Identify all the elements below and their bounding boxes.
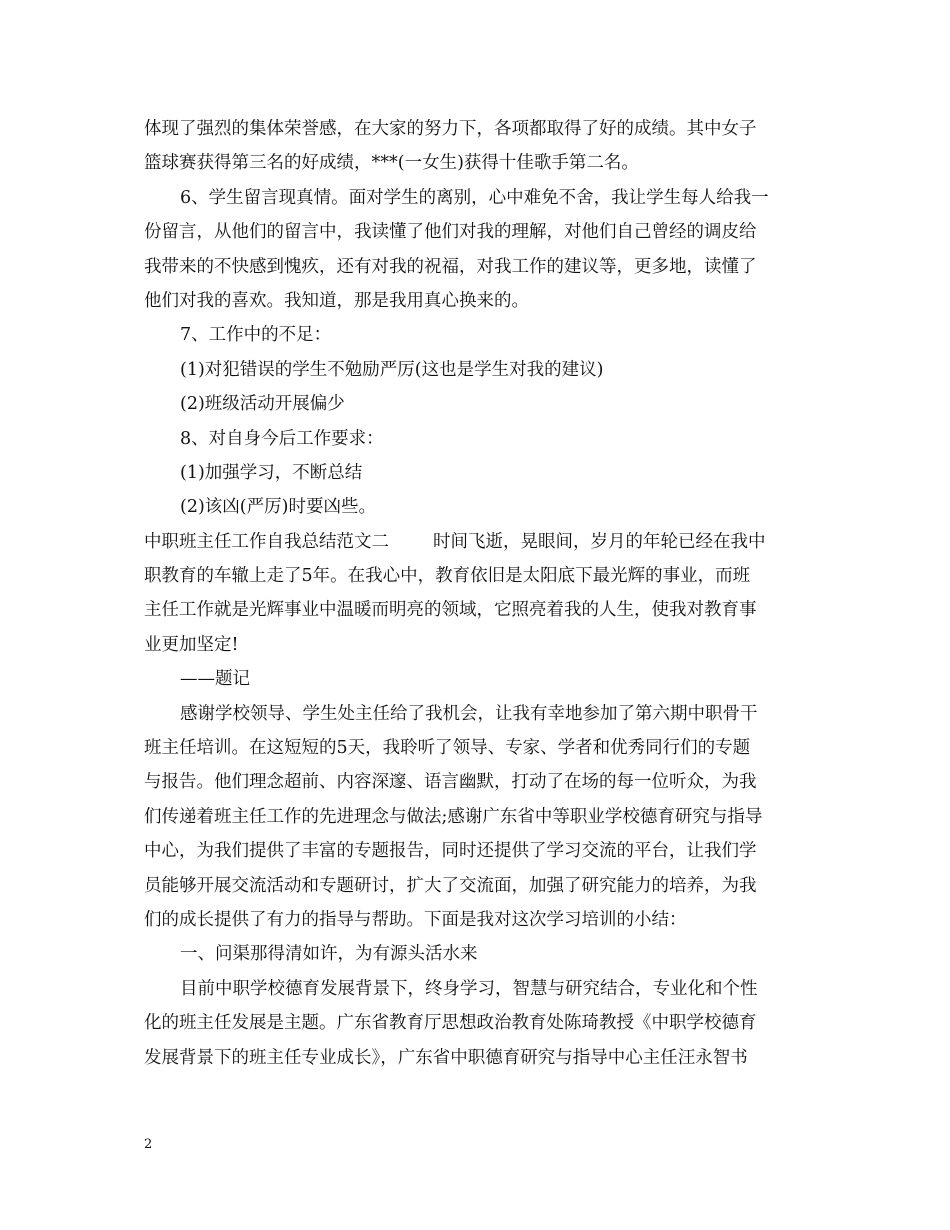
paragraph-line: 体现了强烈的集体荣誉感，在大家的努力下，各项都取得了好的成绩。其中女子: [144, 119, 757, 139]
page-number: 2: [144, 1137, 153, 1152]
paragraph-line: 业更加坚定!: [144, 634, 239, 655]
paragraph-line: 发展背景下的班主任专业成长》，广东省中职德育研究与指导中心主任汪永智书: [144, 1047, 748, 1068]
paragraph-line: 班主任培训。在这短短的5天，我聆听了领导、专家、学者和优秀同行们的专题: [144, 738, 751, 759]
subsection-heading: 一、问渠那得清如许，为有源头活水来: [180, 944, 478, 965]
paragraph-line: 与报告。他们理念超前、内容深邃、语言幽默，打动了在场的每一位听众，为我: [144, 772, 757, 793]
paragraph-line: 主任工作就是光辉事业中温暖而明亮的领域，它照亮着我的人生，使我对教育事: [144, 600, 757, 621]
list-heading: 7、工作中的不足：: [180, 325, 332, 346]
paragraph-line: 员能够开展交流活动和专题研讨，扩大了交流面，加强了研究能力的培养，为我: [144, 875, 757, 896]
paragraph-line: 化的班主任发展是主题。广东省教育厅思想政治教育处陈琦教授《中职学校德育: [144, 1013, 757, 1034]
paragraph-line: 们传递着班主任工作的先进理念与做法;感谢广东省中等职业学校德育研究与指导: [144, 806, 763, 827]
document-body: [144, 112, 812, 1075]
paragraph-line: 他们对我的喜欢。我知道，那是我用真心换来的。: [144, 290, 529, 311]
paragraph-line: 中心，为我们提供了丰富的专题报告，同时还提供了学习交流的平台，让我们学: [144, 841, 757, 862]
paragraph-line: 目前中职学校德育发展背景下，终身学习，智慧与研究结合，专业化和个性: [180, 978, 758, 999]
list-item: (1)加强学习，不断总结: [180, 462, 363, 483]
paragraph-line: 份留言，从他们的留言中，我读懂了他们对我的理解，对他们自己曾经的调皮给: [144, 222, 757, 243]
paragraph-line: 6、学生留言现真情。面对学生的离别，心中难免不舍，我让学生每人给我一: [180, 187, 769, 208]
section-title: 中职班主任工作自我总结范文二: [144, 531, 389, 552]
paragraph-line: 我带来的不快感到愧疚，还有对我的祝福，对我工作的建议等，更多地，读懂了: [144, 256, 757, 277]
list-item: (2)班级活动开展偏少: [180, 394, 345, 415]
paragraph-line: 感谢学校领导、学生处主任给了我机会，让我有幸地参加了第六期中职骨干: [180, 703, 758, 724]
section-title-line: [144, 525, 812, 559]
paragraph-line: 们的成长提供了有力的指导与帮助。下面是我对这次学习培训的小结：: [144, 909, 687, 930]
paragraph-text: 时间飞逝，晃眼间，岁月的年轮已经在我中: [433, 531, 766, 552]
list-item: (1)对犯错误的学生不勉励严厉(这也是学生对我的建议): [180, 359, 604, 380]
paragraph-line: 篮球赛获得第三名的好成绩，***(一女生)获得十佳歌手第二名。: [144, 153, 639, 174]
list-item: (2)该凶(严厉)时要凶些。: [180, 497, 376, 518]
paragraph-line: 职教育的车辙上走了5年。在我心中，教育依旧是太阳底下最光辉的事业，而班: [144, 566, 751, 587]
epigraph-attribution: ——题记: [180, 669, 250, 690]
list-heading: 8、对自身今后工作要求：: [180, 428, 384, 449]
